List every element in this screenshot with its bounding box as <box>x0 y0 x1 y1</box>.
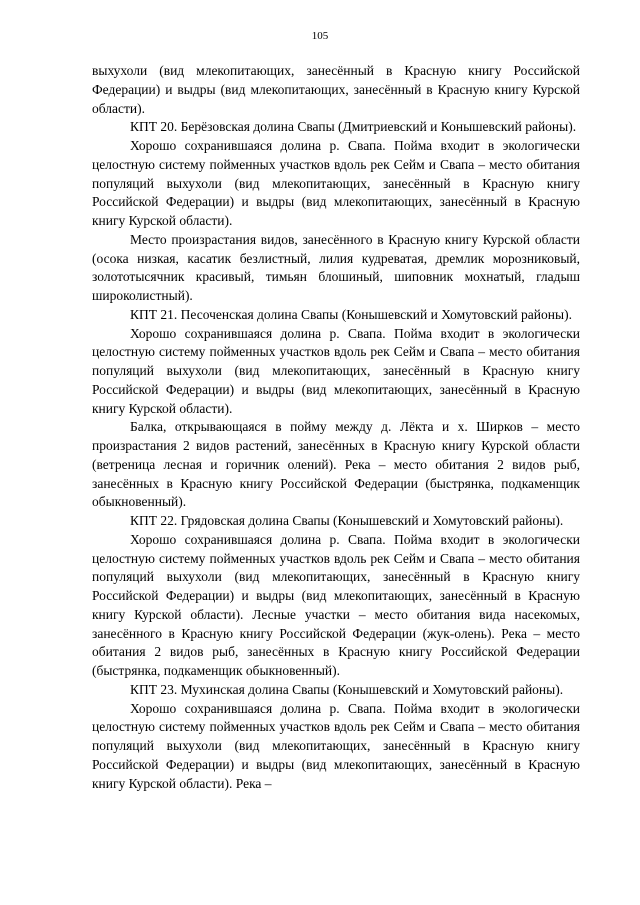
paragraph: Балка, открывающаяся в пойму между д. Лёкта и х. Ширков – место произрастания 2 видов растений, занесённых в Красную книгу Курской области (ветреница лесная и горичник олений). Река – место обитания 2 видов рыб, занесённых в Красную книгу Российской Федерации (быстрянка, подкаменщик обыкновенный). <box>92 419 580 510</box>
paragraph: Хорошо сохранившаяся долина р. Свапа. Пойма входит в экологически целостную систему пойменных участков вдоль рек Сейм и Свапа – место обитания популяций выхухоли (вид млекопитающих, занесённый в Красную книгу Российской Федерации) и выдры (вид млекопитающих, занесённый в Красную книгу Курской области). Река – <box>92 700 580 791</box>
heading-kpt-23: КПТ 23. Мухинская долина Свапы (Конышевский и Хомутовский районы). <box>130 681 564 697</box>
page-number: 105 <box>311 30 329 42</box>
paragraph: Место произрастания видов, занесённого в Красную книгу Курской области (осока низкая, касатик безлистный, лилия кудреватая, дремлик морозниковый, золототысячник красивый, тимьян блошиный, шиповник мохнатый, гладыш широколистный). <box>92 231 580 303</box>
heading-kpt-20: КПТ 20. Берёзовская долина Свапы (Дмитриевский и Конышевский районы). <box>130 119 577 135</box>
heading-kpt-22: КПТ 22. Грядовская долина Свапы (Конышевский и Хомутовский районы). <box>130 513 564 528</box>
document-body <box>92 62 580 793</box>
paragraph: Хорошо сохранившаяся долина р. Свапа. Пойма входит в экологически целостную систему пойменных участков вдоль рек Сейм и Свапа – место обитания популяций выхухоли (вид млекопитающих, занесённый в Красную книгу Российской Федерации) и выдры (вид млекопитающих, занесённый в Красную книгу Курской области). <box>92 325 580 416</box>
paragraph: Хорошо сохранившаяся долина р. Свапа. Пойма входит в экологически целостную систему пойменных участков вдоль рек Сейм и Свапа – место обитания популяций выхухоли (вид млекопитающих, занесённый в Красную книгу Российской Федерации) и выдры (вид млекопитающих, занесённый в Красную книгу Курской области). Лесные участки – место обитания вида насекомых, занесённого в Красную книгу Российской Федерации (жук-олень). Река – место обитания 2 видов рыб, занесённых в Красную книгу Российской Федерации (быстрянка, подкаменщик обыкновенный). <box>92 531 580 678</box>
paragraph: Хорошо сохранившаяся долина р. Свапа. Пойма входит в экологически целостную систему пойменных участков вдоль рек Сейм и Свапа – место обитания популяций выхухоли (вид млекопитающих, занесённый в Красную книгу Российской Федерации) и выдры (вид млекопитающих, занесённый в Красную книгу Курской области). <box>92 138 580 228</box>
heading-kpt-21: КПТ 21. Песоченская долина Свапы (Конышевский и Хомутовский районы). <box>130 306 572 322</box>
paragraph-continued: выхухоли (вид млекопитающих, занесённый в Красную книгу Российской Федерации) и выдры (вид млекопитающих, занесённый в Красную книгу Курской области). <box>92 63 580 116</box>
